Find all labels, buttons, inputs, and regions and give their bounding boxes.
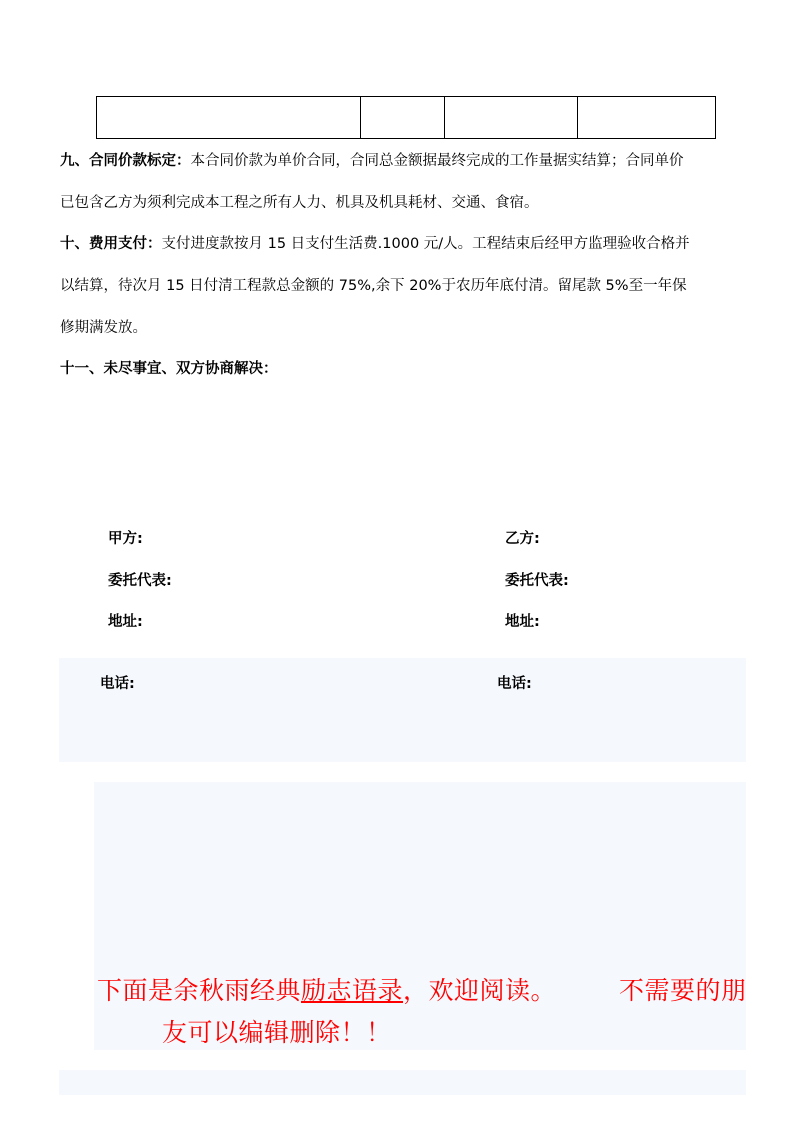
clause-9 (60, 140, 746, 224)
table-cell (97, 97, 361, 139)
rep-b-label: 委托代表: (505, 573, 569, 589)
notice-line-1: 下面是余秋雨经典励志语录，欢迎阅读。 (97, 976, 557, 1005)
table-row (97, 97, 716, 139)
clause-10 (60, 223, 746, 349)
party-b-label: 乙方: (505, 531, 540, 547)
clause-9-text: 本合同价款为单价合同，合同总金额据最终完成的工作量据实结算；合同单价 (190, 153, 684, 169)
table-cell (577, 97, 715, 139)
clause-10-text: 支付进度款按月 15 日支付生活费.1000 元/人。工程结束后经甲方监理验收合格并 (161, 236, 690, 252)
rep-a-label: 委托代表: (108, 573, 172, 589)
clause-10-heading: 十、费用支付： (60, 236, 162, 252)
blank-table (96, 96, 716, 139)
clause-10-text-line3: 修期满发放。 (60, 320, 147, 336)
bottom-shade (59, 1070, 746, 1095)
notice-shade (94, 782, 746, 1050)
clause-9-heading: 九、合同价款标定： (60, 153, 191, 169)
clause-11 (60, 348, 746, 390)
table-cell (360, 97, 445, 139)
address-b-label: 地址: (505, 614, 540, 630)
address-a-label: 地址: (108, 614, 143, 630)
phone-shade (59, 658, 746, 762)
notice-line-1-end: 不需要的朋 (619, 976, 747, 1005)
notice-underlined: 励志语录 (301, 976, 404, 1005)
phone-b-label: 电话: (497, 676, 532, 692)
clause-9-text-line2: 已包含乙方为须利完成本工程之所有人力、机具及机具耗材、交通、食宿。 (60, 195, 539, 211)
clause-11-heading: 十一、未尽事宜、双方协商解决： (60, 361, 278, 377)
phone-a-label: 电话: (100, 676, 135, 692)
table-cell (445, 97, 577, 139)
notice-line-2: 友可以编辑删除！！ (162, 1018, 392, 1047)
party-a-label: 甲方: (108, 531, 143, 547)
clause-10-text-line2: 以结算，待次月 15 日付清工程款总金额的 75%,余下 20%于农历年底付清。留尾款 5%至一年保 (60, 278, 687, 294)
